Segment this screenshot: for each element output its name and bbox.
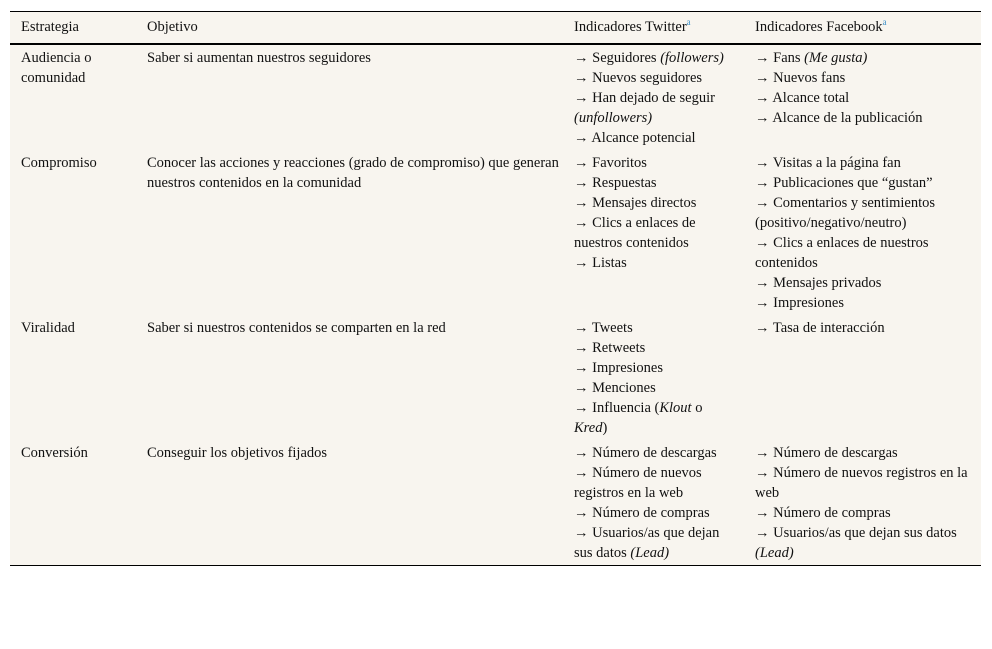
indicator-item	[574, 193, 734, 213]
header-facebook	[744, 12, 981, 44]
indicator-item	[574, 358, 734, 378]
indicator-text: → Retweets	[574, 340, 646, 356]
header-label: Objetivo	[147, 19, 198, 35]
indicator-text: → Alcance de la publicación	[755, 110, 923, 126]
indicator-text: → Mensajes privados	[755, 275, 882, 291]
indicator-item	[574, 173, 734, 193]
header-label: Indicadores Facebook	[755, 19, 883, 35]
indicator-item	[755, 443, 981, 463]
indicator-text: → Alcance potencial	[574, 130, 696, 146]
indicator-item	[755, 293, 981, 313]
indicator-text: → Usuarios/as que dejan sus datos	[755, 525, 957, 541]
indicator-text: → Usuarios/as que dejan sus datos	[574, 525, 720, 561]
indicator-text: → Fans	[755, 50, 805, 66]
table-row	[10, 44, 981, 150]
indicator-text: → Visitas a la página fan	[755, 155, 901, 171]
cell-facebook	[744, 440, 981, 565]
indicator-text: → Comentarios y sentimientos (positivo/negativo/neutro)	[755, 195, 936, 231]
indicator-item	[755, 68, 981, 88]
cell-estrategia: Compromiso	[21, 155, 97, 171]
indicators-table	[10, 12, 981, 565]
indicator-item	[574, 68, 734, 88]
indicator-italic-text: Klout	[659, 400, 692, 416]
indicator-item	[755, 173, 981, 193]
indicator-item	[755, 193, 981, 233]
indicator-italic-text: (Lead)	[630, 545, 670, 561]
indicator-item	[574, 503, 734, 523]
cell-twitter	[563, 44, 744, 150]
indicator-item	[755, 318, 981, 338]
indicator-italic-text: (followers)	[660, 50, 724, 66]
indicator-text: o	[691, 400, 703, 416]
indicator-text: → Número de nuevos registros en la web	[755, 465, 968, 501]
indicator-item	[574, 153, 734, 173]
indicator-item	[574, 523, 734, 563]
cell-objetivo: Conseguir los objetivos fijados	[147, 445, 328, 461]
indicator-item	[755, 88, 981, 108]
cell-facebook	[744, 150, 981, 315]
header-twitter	[563, 12, 744, 44]
indicator-text: → Número de descargas	[755, 445, 898, 461]
indicator-italic-text: Kred	[574, 420, 603, 436]
indicator-text: )	[602, 420, 608, 436]
indicator-text: → Impresiones	[574, 360, 663, 376]
indicator-text: → Mensajes directos	[574, 195, 697, 211]
indicator-text: → Favoritos	[574, 155, 647, 171]
cell-twitter	[563, 440, 744, 565]
indicator-item	[574, 378, 734, 398]
table-row	[10, 150, 981, 315]
indicator-text: → Número de descargas	[574, 445, 717, 461]
header-label: Indicadores Twitter	[574, 19, 687, 35]
indicator-text: → Publicaciones que “gustan”	[755, 175, 933, 191]
indicator-italic-text: (Me gusta)	[804, 50, 868, 66]
indicator-item	[574, 318, 734, 338]
indicator-item	[574, 88, 734, 128]
indicator-item	[755, 233, 981, 273]
indicator-text: → Respuestas	[574, 175, 657, 191]
cell-facebook	[744, 315, 981, 440]
cell-estrategia: Conversión	[21, 445, 88, 461]
indicator-item	[574, 398, 734, 438]
cell-objetivo: Conocer las acciones y reacciones (grado de compromiso) que generan nuestros contenidos en la comunidad	[147, 155, 559, 191]
indicator-italic-text: (Lead)	[755, 545, 794, 561]
indicator-text: → Número de nuevos registros en la web	[574, 465, 702, 501]
indicator-text: → Influencia (	[574, 400, 660, 416]
indicator-text: → Listas	[574, 255, 627, 271]
cell-objetivo: Saber si nuestros contenidos se comparten en la red	[147, 320, 446, 336]
indicator-text: → Nuevos fans	[755, 70, 846, 86]
indicator-text: → Clics a enlaces de nuestros contenidos	[574, 215, 696, 251]
cell-objetivo: Saber si aumentan nuestros seguidores	[147, 50, 371, 66]
footnote-link[interactable]: a	[882, 17, 887, 28]
indicator-item	[755, 108, 981, 128]
indicator-text: → Alcance total	[755, 90, 850, 106]
indicator-text: → Número de compras	[574, 505, 710, 521]
table-header-row	[10, 12, 981, 44]
indicator-item	[574, 213, 734, 253]
header-label: Estrategia	[21, 19, 79, 35]
indicator-text: → Tasa de interacción	[755, 320, 885, 336]
indicator-item	[574, 443, 734, 463]
indicator-text: → Tweets	[574, 320, 633, 336]
indicator-text: → Número de compras	[755, 505, 891, 521]
indicator-item	[755, 463, 981, 503]
indicator-text: → Seguidores	[574, 50, 661, 66]
cell-twitter	[563, 150, 744, 315]
table-row	[10, 315, 981, 440]
indicator-text: → Nuevos seguidores	[574, 70, 703, 86]
indicator-item	[755, 503, 981, 523]
indicator-italic-text: (unfollowers)	[574, 110, 653, 126]
table-row	[10, 440, 981, 565]
indicators-table-container	[10, 11, 981, 566]
indicator-item	[574, 48, 734, 68]
indicator-text: → Menciones	[574, 380, 656, 396]
indicator-item	[755, 48, 981, 68]
indicator-item	[755, 273, 981, 293]
header-estrategia	[10, 12, 136, 44]
indicator-text: → Han dejado de seguir	[574, 90, 715, 106]
indicator-item	[574, 338, 734, 358]
indicator-item	[574, 128, 734, 148]
cell-facebook	[744, 44, 981, 150]
indicator-item	[755, 153, 981, 173]
header-objetivo	[136, 12, 563, 44]
footnote-link[interactable]: a	[686, 17, 691, 28]
indicator-item	[574, 253, 734, 273]
indicator-item	[574, 463, 734, 503]
cell-twitter	[563, 315, 744, 440]
indicator-item	[755, 523, 981, 563]
cell-estrategia: Audiencia o comunidad	[21, 50, 92, 86]
cell-estrategia: Viralidad	[21, 320, 75, 336]
indicator-text: → Impresiones	[755, 295, 844, 311]
indicator-text: → Clics a enlaces de nuestros contenidos	[755, 235, 929, 271]
